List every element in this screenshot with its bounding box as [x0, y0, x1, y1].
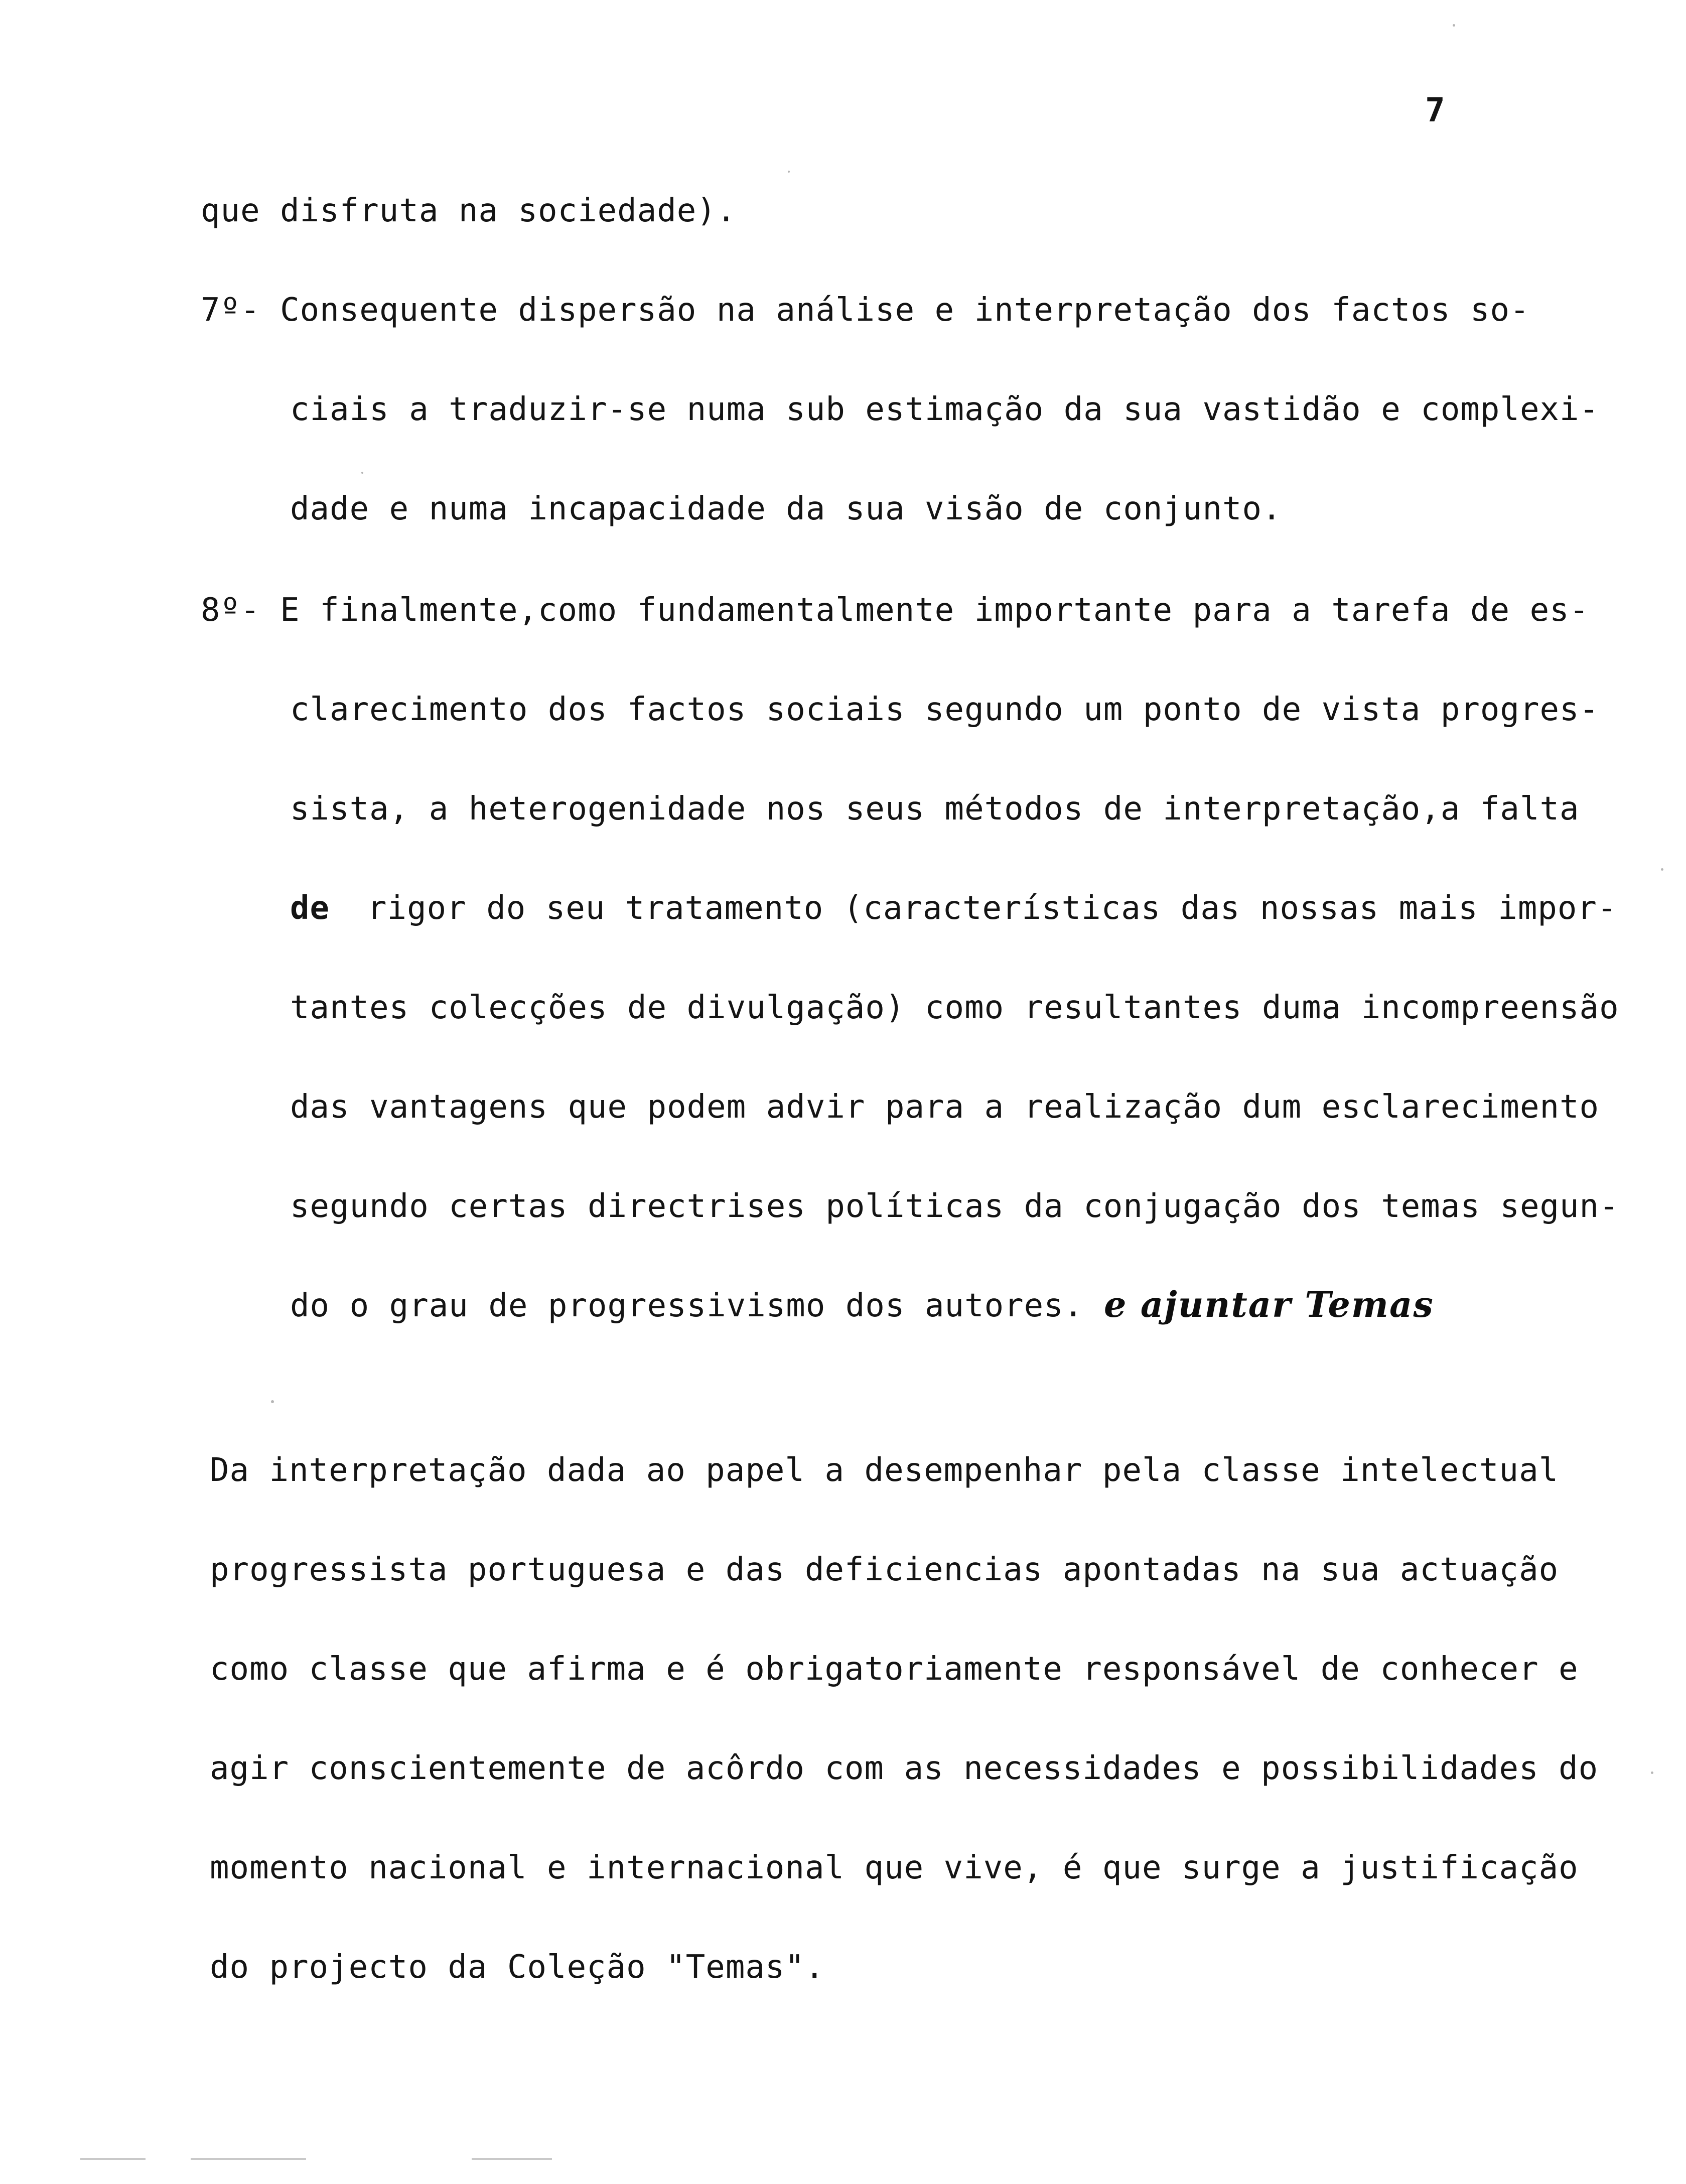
- scan-speck: [1651, 1771, 1653, 1774]
- text-line-7: sista, a heterogenidade nos seus métodos de interpretação,a falta: [290, 790, 1580, 828]
- text-line-16: agir conscientemente de acôrdo com as necessidades e possibilidades do: [210, 1750, 1599, 1787]
- scan-speck: [788, 171, 790, 173]
- scan-speck: [1453, 24, 1455, 27]
- text-line-11: segundo certas directrises políticas da conjugação dos temas segun-: [290, 1188, 1619, 1225]
- handwritten-annotation: e ajuntar Temas: [1104, 1284, 1434, 1325]
- scan-speck: [361, 472, 363, 474]
- text-line-2: 7º- Consequente dispersão na análise e interpretação dos factos so-: [201, 292, 1530, 329]
- scan-edge-mark: [472, 2158, 552, 2160]
- scan-speck: [271, 1400, 274, 1403]
- text-line-3: ciais a traduzir-se numa sub estimação da sua vastidão e complexi-: [290, 391, 1600, 428]
- text-line-1: que disfruta na sociedade).: [201, 192, 737, 229]
- text-line-4: dade e numa incapacidade da sua visão de conjunto.: [290, 490, 1282, 527]
- scan-speck: [1661, 868, 1663, 871]
- text-line-17: momento nacional e internacional que vive, é que surge a justificação: [210, 1849, 1579, 1886]
- text-line-8: rigor do seu tratamento (características das nossas mais impor-: [367, 890, 1617, 927]
- scan-edge-mark: [191, 2158, 306, 2160]
- text-line-14: progressista portuguesa e das deficiencias apontadas na sua actuação: [210, 1551, 1559, 1588]
- text-line-13: Da interpretação dada ao papel a desempenhar pela classe intelectual: [210, 1452, 1559, 1489]
- page-number: 7: [1425, 91, 1445, 129]
- text-line-18: do projecto da Coleção "Temas".: [210, 1949, 825, 1986]
- text-line-12: do o grau de progressivismo dos autores.: [290, 1287, 1084, 1324]
- text-line-6: clarecimento dos factos sociais segundo um ponto de vista progres-: [290, 691, 1600, 728]
- text-line-5: 8º- E finalmente,como fundamentalmente importante para a tarefa de es-: [201, 592, 1590, 629]
- scan-edge-mark: [80, 2158, 146, 2160]
- text-line-15: como classe que afirma e é obrigatoriamente responsável de conhecer e: [210, 1651, 1579, 1688]
- text-line-10: das vantagens que podem advir para a realização dum esclarecimento: [290, 1088, 1600, 1126]
- text-line-9: tantes colecções de divulgação) como resultantes duma incompreensão: [290, 989, 1619, 1026]
- overstruck-word: de: [290, 890, 330, 927]
